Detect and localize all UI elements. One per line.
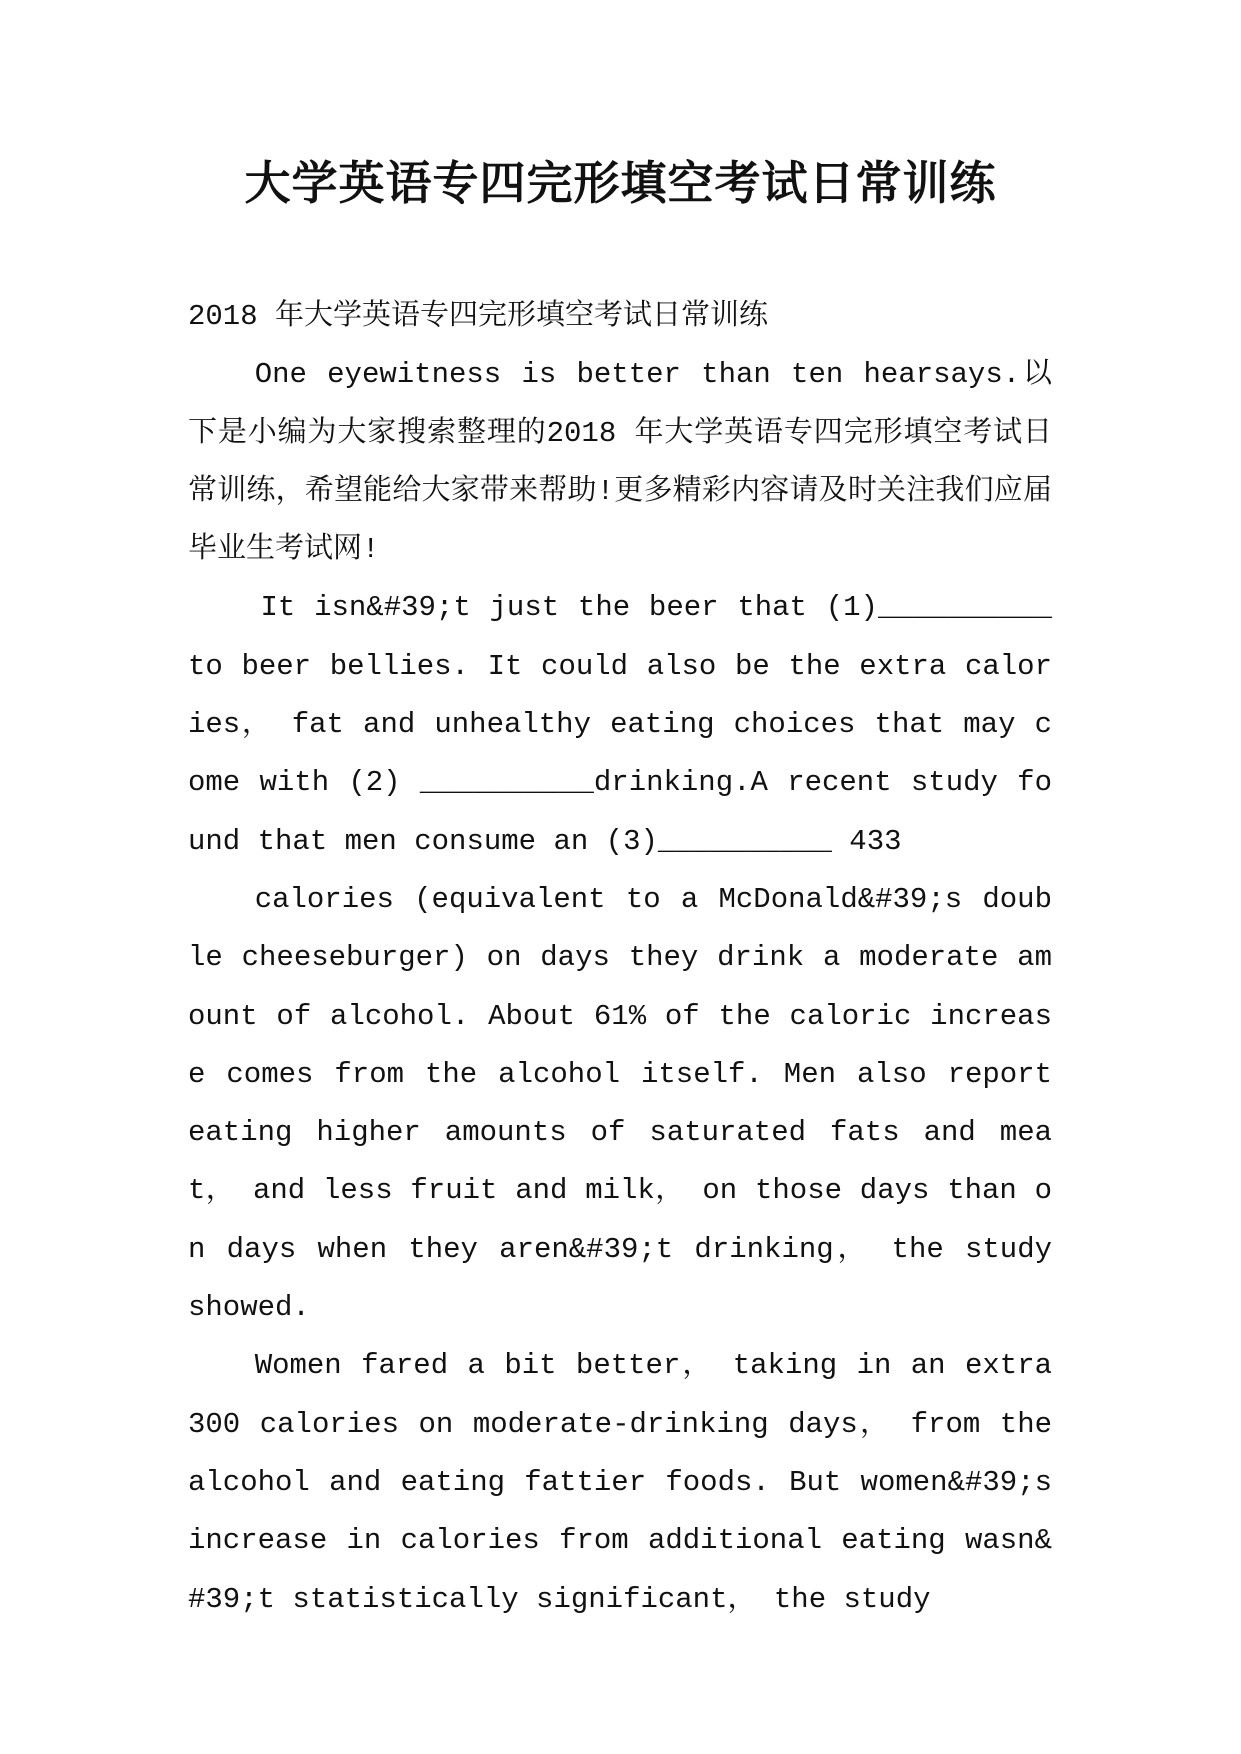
paragraph-cloze-2: calories (equivalent to a McDonald&#39;s double cheeseburger) on days they drink a moderate amount of alcohol. About 61% of the caloric increase comes from the alcohol itself. Men also report eating higher amounts of saturated fats and meat， and less fruit and milk， on those days than on days when they aren&#39;t drinking， the study showed. [188,882,1052,1325]
document-title: 大学英语专四完形填空考试日常训练 [244,156,997,210]
paragraph-cloze-3: Women fared a bit better， taking in an extra 300 calories on moderate-drinking days， from the alcohol and eating fattier foods. But women&#39;s increase in calories from additional eating wasn&#39;t statistically significant， the study [188,1349,1052,1616]
document-subtitle: 2018 年大学英语专四完形填空考试日常训练 [188,300,769,333]
paragraph-intro: One eyewitness is better than ten hearsays.以下是小编为大家搜索整理的2018 年大学英语专四完形填空考试日常训练，希望能给大家带来帮助!更多精彩内容请及时关注我们应届毕业生考试网! [188,358,1052,567]
paragraph-cloze-1: It isn&#39;t just the beer that (1)__________ to beer bellies. It could also be the extra calories， fat and unhealthy eating choices that may come with (2) __________drinking.A recent study found that men consume an (3)__________ 433 [188,591,1052,858]
document-body [188,288,1052,1629]
